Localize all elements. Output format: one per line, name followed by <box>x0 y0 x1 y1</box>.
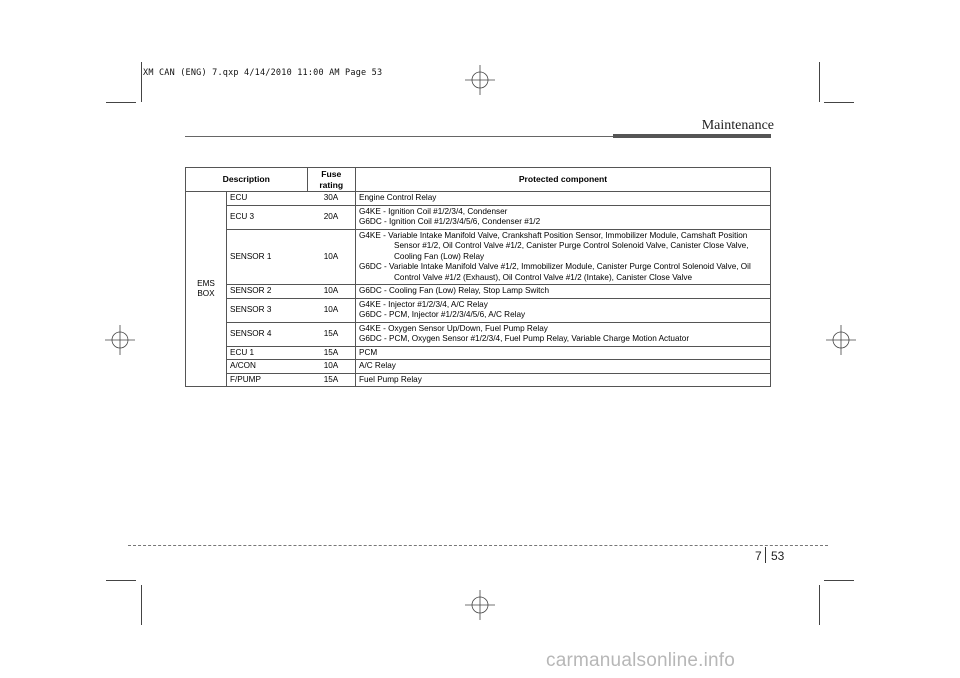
table-row <box>186 229 771 285</box>
chapter-number: 7 <box>755 549 762 563</box>
crop-mark <box>106 580 136 581</box>
component-line: G6DC - Ignition Coil #1/2/3/4/5/6, Condenser #1/2 <box>359 217 541 226</box>
fuse-name: SENSOR 2 <box>227 285 308 299</box>
component-line: Fuel Pump Relay <box>359 374 422 384</box>
header-rule <box>185 136 613 137</box>
fuse-name: SENSOR 1 <box>227 229 308 285</box>
registration-mark-icon <box>105 325 135 355</box>
protected-component <box>356 346 771 360</box>
crop-mark <box>106 102 136 103</box>
crop-mark <box>824 580 854 581</box>
fuse-name: F/PUMP <box>227 373 308 387</box>
registration-mark-icon <box>465 590 495 620</box>
header-rule-accent <box>613 134 771 138</box>
column-header-protected-component: Protected component <box>356 168 771 192</box>
fuse-name: SENSOR 3 <box>227 298 308 322</box>
protected-component <box>356 360 771 374</box>
protected-component <box>356 298 771 322</box>
section-title: Maintenance <box>701 118 774 133</box>
component-line: G6DC - PCM, Oxygen Sensor #1/2/3/4, Fuel Pump Relay, Variable Charge Motion Actuator <box>359 334 690 343</box>
group-label-ems-box: EMS BOX <box>186 192 227 387</box>
column-header-fuse-rating: Fuse rating <box>307 168 356 192</box>
fuse-rating: 15A <box>307 373 356 387</box>
table-row <box>186 373 771 387</box>
component-line: A/C Relay <box>359 361 396 370</box>
fuse-rating: 10A <box>307 360 356 374</box>
component-line: G4KE - Injector #1/2/3/4, A/C Relay <box>359 299 488 309</box>
fuse-name: ECU 1 <box>227 346 308 360</box>
fuse-table-body <box>186 192 771 387</box>
watermark: carmanualsonline.info <box>546 650 736 671</box>
page-number-separator <box>765 547 766 563</box>
fuse-rating: 20A <box>307 205 356 229</box>
fuse-table <box>185 167 771 387</box>
table-row <box>186 192 771 206</box>
fuse-rating: 15A <box>307 346 356 360</box>
component-line: G4KE - Variable Intake Manifold Valve, Crankshaft Position Sensor, Immobilizer Module, Camshaft Position Sensor #1/2, Oil Control Valve #1/2, Canister Purge Control Solenoid Valve, Canister Close Valve, Cooling Fan (Low) Relay <box>359 230 749 261</box>
protected-component <box>356 322 771 346</box>
fuse-rating: 10A <box>307 285 356 299</box>
fuse-name: ECU 3 <box>227 205 308 229</box>
component-line: G6DC - Variable Intake Manifold Valve #1/2, Immobilizer Module, Canister Purge Control Solenoid Valve, Oil Control Valve #1/2 (Exhaust), Oil Control Valve #1/2 (Intake), Canister Close Valve <box>359 262 751 282</box>
protected-component <box>356 285 771 299</box>
fuse-rating: 10A <box>307 298 356 322</box>
protected-component <box>356 229 771 285</box>
page-number: 53 <box>771 549 785 563</box>
registration-mark-icon <box>465 65 495 95</box>
component-line: G6DC - PCM, Injector #1/2/3/4/5/6, A/C Relay <box>359 310 526 319</box>
crop-mark <box>141 585 142 625</box>
column-header-description: Description <box>186 168 308 192</box>
crop-mark <box>819 62 820 102</box>
registration-mark-icon <box>826 325 856 355</box>
footer-rule <box>128 545 828 546</box>
table-row <box>186 298 771 322</box>
fuse-rating: 10A <box>307 229 356 285</box>
crop-mark <box>824 102 854 103</box>
table-row <box>186 285 771 299</box>
component-line: Engine Control Relay <box>359 193 437 202</box>
protected-component <box>356 192 771 206</box>
fuse-rating: 30A <box>307 192 356 206</box>
component-line: G6DC - Cooling Fan (Low) Relay, Stop Lamp Switch <box>359 286 550 295</box>
fuse-name: ECU <box>227 192 308 206</box>
component-line: G4KE - Ignition Coil #1/2/3/4, Condenser <box>359 206 508 216</box>
table-row <box>186 346 771 360</box>
print-slug: XM CAN (ENG) 7.qxp 4/14/2010 11:00 AM Page 53 <box>143 68 383 78</box>
fuse-rating: 15A <box>307 322 356 346</box>
component-line: PCM <box>359 347 378 357</box>
table-header-row <box>186 168 771 192</box>
protected-component <box>356 373 771 387</box>
fuse-name: SENSOR 4 <box>227 322 308 346</box>
table-row <box>186 322 771 346</box>
fuse-name: A/CON <box>227 360 308 374</box>
crop-mark <box>141 62 142 102</box>
table-row <box>186 360 771 374</box>
protected-component <box>356 205 771 229</box>
component-line: G4KE - Oxygen Sensor Up/Down, Fuel Pump Relay <box>359 323 548 333</box>
crop-mark <box>819 585 820 625</box>
table-row <box>186 205 771 229</box>
